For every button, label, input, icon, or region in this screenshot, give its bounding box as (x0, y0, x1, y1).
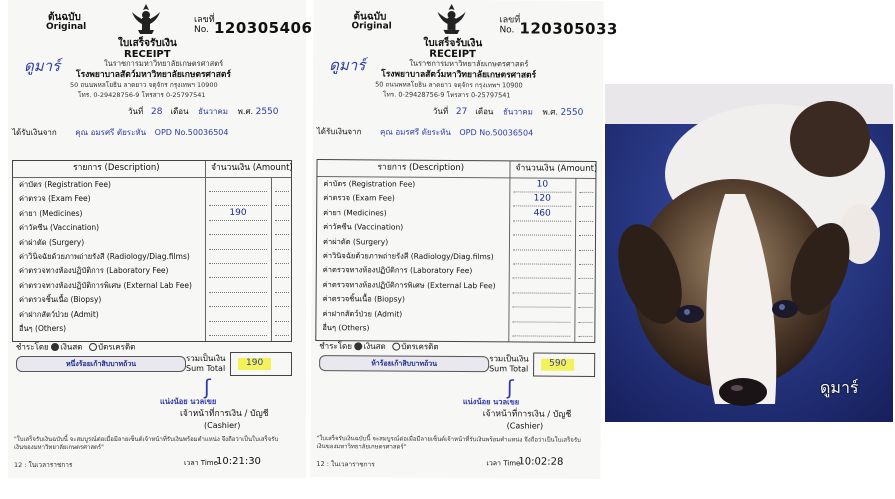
puppy-photo (605, 84, 893, 422)
table-column-divider (508, 161, 510, 341)
date-day: 28 (151, 107, 163, 117)
cents-dotted-line (275, 249, 289, 250)
receipt-number-label: เลขที่ No. (499, 15, 521, 36)
university-line: ในราชการมหาวิทยาลัยเกษตรศาสตร์ (409, 58, 529, 69)
table-header-divider (13, 177, 291, 178)
amount-dotted-line (513, 191, 571, 192)
date-year: 2550 (255, 107, 279, 117)
month-label: เดือน (475, 107, 494, 117)
cents-dotted-line (275, 335, 289, 336)
table-column-divider (205, 161, 206, 341)
cashier-signature-mark: ʃ (204, 375, 211, 399)
cashier-name: แน่งน้อย นวลเขย (160, 397, 217, 406)
amount-in-words: ห้าร้อยเก้าสิบบาทถ้วน (319, 355, 489, 372)
amount-in-words: หนึ่งร้อยเก้าสิบบาทถ้วน (16, 356, 186, 372)
item-label: ค่าวินิจฉัยด้วยภาพถ่ายรังสี (Radiology/Diag.films) (19, 252, 190, 261)
date-row (128, 108, 279, 118)
sum-total-label-en: Sum Total (186, 364, 226, 373)
receipt-number: 120305406 (214, 19, 313, 37)
cents-dotted-line (275, 292, 289, 293)
receipt-title-th: ใบเสร็จรับเงิน (423, 37, 483, 50)
cents-dotted-line (579, 235, 593, 236)
item-label: อื่นๆ (Others) (19, 324, 67, 333)
university-line: ในราชการมหาวิทยาลัยเกษตรศาสตร์ (104, 59, 224, 68)
cents-dotted-line (275, 306, 289, 307)
amount-dotted-line (209, 306, 267, 307)
cash-label: เงินสด (363, 341, 386, 352)
item-label: ค่าตรวจทางห้องปฏิบัติการพิเศษ (External Lab Fee) (322, 279, 496, 291)
item-label: ค่าบัตร (Registration Fee) (19, 180, 111, 189)
item-label: ค่าผ่าตัด (Surgery) (322, 236, 389, 247)
receipt-2 (310, 0, 618, 479)
received-from-row (317, 128, 534, 138)
time-label: เวลา Time (486, 459, 521, 468)
item-label: อื่นๆ (Others) (322, 323, 370, 333)
cash-radio[interactable] (354, 342, 362, 350)
cents-dotted-line (275, 321, 289, 322)
amount-dotted-line (209, 191, 267, 192)
received-from-name: คุณ อมรศรี ตัยระหัน (75, 128, 147, 137)
item-label: ค่าตรวจทางห้องปฏิบัติการ (Laboratory Fee) (19, 266, 169, 276)
footer-office-hours: 12 : ในเวลาราชการ (14, 461, 73, 469)
item-label: ค่าตรวจ (Exam Fee) (323, 193, 395, 203)
cashier-signature-mark: ʃ (506, 375, 514, 400)
received-from-name: คุณ อมรศรี ตัยระหัน (379, 127, 451, 137)
receipt-note: "ใบเสร็จรับเงินฉบับนี้ จะสมบูรณ์ต่อเมื่อมีลายเซ็นต์เจ้าหน้าที่รับเงินพร้อมตำแหน่ง จึงถือว่าเป็นใบเสร็จรับเงินของมหาวิทยาลัยเกษตรศาสตร์" (14, 436, 279, 451)
amount-dotted-line (513, 263, 571, 264)
cashier-name: แน่งน้อย นวลเขย (462, 397, 520, 407)
hospital-phone: โทร. 0-29428756-9 โทรสาร 0-25797541 (382, 90, 511, 100)
date-row (433, 108, 584, 119)
item-label: ค่าฝากสัตว์ป่วย (Admit) (19, 309, 99, 319)
amount-dotted-line (513, 249, 571, 250)
amount-dotted-line (512, 321, 570, 322)
cents-dotted-line (275, 220, 289, 221)
item-amount: 190 (229, 207, 247, 218)
payment-label: ชำระโดย (319, 341, 352, 351)
cents-dotted-line (579, 221, 593, 222)
cents-dotted-line (578, 321, 592, 322)
item-amount: 460 (533, 208, 551, 219)
original-label-th: ต้นฉบับ (48, 12, 81, 23)
item-label: ค่าตรวจทางห้องปฏิบัติการพิเศษ (External Lab Fee) (19, 280, 192, 290)
amount-dotted-line (209, 234, 267, 235)
cents-dotted-line (275, 277, 289, 278)
amount-dotted-line (513, 206, 571, 207)
received-from-label: ได้รับเงินจาก (316, 127, 362, 137)
photo-caption: ดูมาร์ (820, 378, 859, 397)
column-amount: จำนวนเงิน (Amount) (515, 163, 598, 174)
item-label: ค่าวัคซีน (Vaccination) (19, 223, 100, 233)
hospital-address: 50 ถนนพหลโยธิน ลาดยาว จตุจักร กรุงเทพฯ 10900 (375, 80, 523, 90)
time-label: เวลา Time (184, 459, 218, 467)
cents-dotted-line (579, 293, 593, 294)
amount-dotted-line (512, 335, 570, 336)
receipt-note: "ใบเสร็จรับเงินฉบับนี้ จะสมบูรณ์ต่อเมื่อมีลายเซ็นต์เจ้าหน้าที่รับเงินพร้อมตำแหน่ง จึงถือว่าเป็นใบเสร็จรับเงินของมหาวิทยาลัยเกษตรศาสตร์" (316, 435, 581, 451)
cents-dotted-line (579, 278, 593, 279)
credit-card-radio[interactable] (89, 343, 97, 351)
credit-card-radio[interactable] (392, 343, 400, 351)
item-label: ค่าตรวจทางห้องปฏิบัติการ (Laboratory Fee) (322, 265, 473, 276)
garuda-seal-icon (433, 2, 469, 36)
receipt-title-en: RECEIPT (429, 48, 476, 61)
date-month: ธันวาคม (198, 107, 229, 116)
date-label: วันที่ (432, 106, 449, 116)
column-amount: จำนวนเงิน (Amount) (211, 163, 293, 173)
hospital-phone: โทร. 0-29428756-9 โทรสาร 0-25797541 (78, 91, 206, 99)
opd-number: OPD No.50036504 (154, 128, 229, 137)
cents-dotted-line (579, 206, 593, 207)
amount-dotted-line (513, 220, 571, 221)
date-year: 2550 (560, 107, 584, 118)
footer-office-hours: 12 : ในเวลาราชการ (316, 460, 375, 469)
item-label: ค่าฝากสัตว์ป่วย (Admit) (322, 308, 403, 319)
amount-dotted-line (513, 278, 571, 279)
date-label: วันที่ (128, 107, 144, 116)
payment-method-row (319, 342, 438, 352)
item-amount: 120 (533, 193, 551, 205)
credit-card-label: บัตรเครดิต (401, 342, 439, 352)
receipt-time: 10:02:28 (518, 456, 564, 468)
sum-total-value: 590 (541, 359, 574, 371)
original-label-en: Original (351, 21, 392, 32)
cash-radio[interactable] (51, 343, 59, 351)
cents-dotted-line (275, 263, 289, 264)
receipt-time: 10:21:30 (216, 456, 261, 467)
cents-dotted-line (275, 205, 289, 206)
received-from-label: ได้รับเงินจาก (12, 128, 57, 137)
received-from-row (12, 129, 228, 138)
sum-total-label-th: รวมเป็นเงิน (186, 354, 226, 363)
opd-number: OPD No.50036504 (459, 128, 534, 138)
amount-dotted-line (209, 321, 267, 322)
amount-dotted-line (209, 277, 267, 278)
payment-label: ชำระโดย (16, 342, 49, 352)
receipt-title-th: ใบเสร็จรับเงิน (118, 38, 177, 49)
year-label: พ.ศ. (237, 107, 254, 116)
hospital-address: 50 ถนนพหลโยธิน ลาดยาว จตุจักร กรุงเทพฯ 10900 (70, 81, 218, 89)
cents-dotted-line (579, 264, 593, 265)
date-month: ธันวาคม (502, 107, 533, 117)
cash-label: เงินสด (60, 342, 83, 352)
hospital-name: โรงพยาบาลสัตว์มหาวิทยาลัยเกษตรศาสตร์ (76, 70, 231, 80)
item-label: ค่ายา (Medicines) (19, 208, 83, 218)
pet-name-handwritten: ดูมาร์ (24, 57, 61, 75)
item-label: ค่าบัตร (Registration Fee) (323, 179, 416, 189)
item-label: ค่าตรวจชิ้นเนื้อ (Biopsy) (19, 295, 102, 305)
amount-dotted-line (209, 205, 267, 206)
cents-dotted-line (579, 307, 593, 308)
amount-dotted-line (209, 220, 267, 221)
hospital-name: โรงพยาบาลสัตว์มหาวิทยาลัยเกษตรศาสตร์ (381, 69, 537, 81)
column-description: รายการ (Description) (73, 163, 160, 173)
cents-dotted-line (275, 191, 289, 192)
year-label: พ.ศ. (542, 107, 558, 117)
items-table (315, 159, 596, 343)
table-cents-divider (574, 178, 576, 342)
pet-name-handwritten: ดูมาร์ (329, 56, 366, 75)
cashier-title-en: (Cashier) (506, 421, 544, 431)
sum-total-value: 190 (238, 358, 271, 370)
cashier-title-en: (Cashier) (204, 421, 241, 430)
cashier-title-th: เจ้าหน้าที่การเงิน / บัญชี (180, 409, 269, 419)
item-label: ค่าวินิจฉัยด้วยภาพถ่ายรังสี (Radiology/Diag.films) (322, 251, 494, 262)
payment-method-row (16, 343, 135, 352)
amount-dotted-line (513, 235, 571, 236)
month-label: เดือน (170, 107, 189, 116)
item-amount: 10 (536, 179, 549, 190)
amount-dotted-line (209, 292, 267, 293)
item-label: ค่ายา (Medicines) (323, 207, 387, 218)
cents-dotted-line (579, 192, 593, 193)
receipt-number-label: เลขที่ No. (194, 15, 215, 35)
amount-dotted-line (209, 263, 267, 264)
receipt-title-en: RECEIPT (124, 49, 171, 60)
item-label: ค่าวัคซีน (Vaccination) (323, 222, 404, 232)
amount-dotted-line (209, 335, 267, 336)
amount-dotted-line (513, 292, 571, 293)
cents-dotted-line (578, 336, 592, 337)
receipt-1 (8, 0, 313, 478)
item-label: ค่าตรวจ (Exam Fee) (19, 194, 91, 204)
credit-card-label: บัตรเครดิต (97, 342, 136, 352)
amount-dotted-line (513, 307, 571, 308)
sum-total-label-th: รวมเป็นเงิน (489, 354, 529, 364)
sum-total-label-en: Sum Total (489, 364, 529, 374)
item-label: ค่าตรวจชิ้นเนื้อ (Biopsy) (322, 294, 405, 304)
puppy-image (605, 84, 893, 422)
garuda-seal-icon (128, 2, 164, 36)
date-day: 27 (455, 106, 468, 118)
item-label: ค่าผ่าตัด (Surgery) (19, 237, 85, 247)
amount-dotted-line (209, 249, 267, 250)
column-description: รายการ (Description) (377, 162, 465, 174)
cashier-title-th: เจ้าหน้าที่การเงิน / บัญชี (482, 409, 572, 420)
cents-dotted-line (579, 249, 593, 250)
receipt-number: 120305033 (519, 19, 618, 39)
cents-dotted-line (275, 234, 289, 235)
original-label-en: Original (46, 22, 87, 32)
original-label-th: ต้นฉบับ (353, 11, 387, 23)
items-table (12, 160, 292, 342)
table-cents-divider (271, 177, 272, 341)
